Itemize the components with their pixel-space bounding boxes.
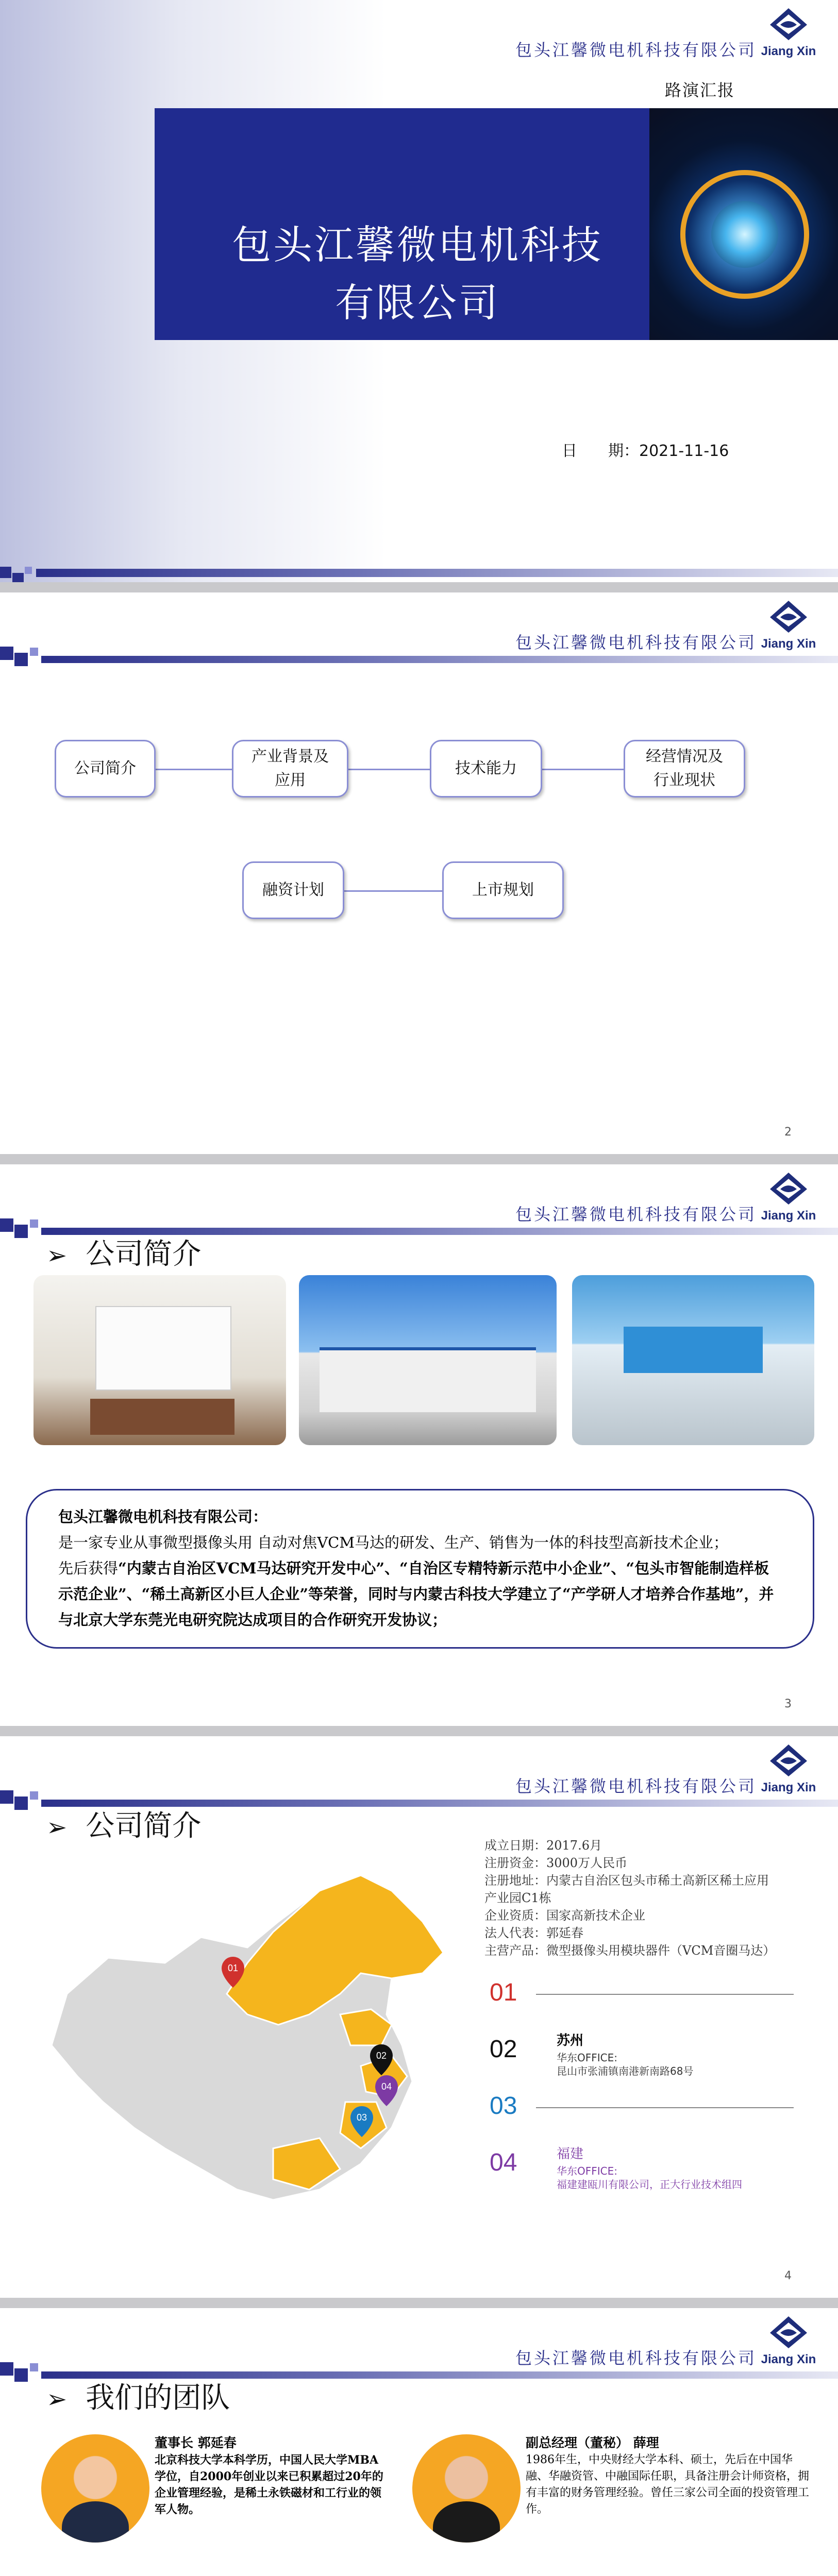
page-number: 3 [784,1698,792,1710]
agenda-connector [347,769,430,770]
member-role: 副总经理（董秘） 薛理 [526,2435,659,2450]
logo-text: Jiang Xin [761,2352,816,2366]
logo-icon [768,600,809,634]
arrow-icon: ➢ [46,1241,68,1270]
agenda-connector [344,890,442,892]
entry-num-04: 04 [490,2149,517,2176]
slide-intro [0,1164,838,1726]
logo-text: Jiang Xin [761,1781,816,1794]
cover-title-line2: 有限公司 [335,280,500,326]
slide-cover [0,0,838,582]
logo-icon [768,2315,809,2349]
header-company-name: 包头江馨微电机科技有限公司 [515,1776,757,1796]
header-company-name: 包头江馨微电机科技有限公司 [515,2348,757,2368]
date-value: 2021-11-16 [639,442,729,460]
agenda-label: 产业背景及应用 [252,748,329,789]
agenda-connector [155,769,232,770]
member-role: 董事长 郭延春 [155,2435,237,2450]
entry-city-04: 福建 [557,2146,584,2162]
agenda-item-tech[interactable] [430,740,542,798]
agenda-label: 融资计划 [262,881,324,899]
entry-addr2-02: 昆山市张浦镇南港新南路68号 [557,2065,694,2077]
cover-date [562,438,729,461]
header-deco [0,647,838,665]
logo-icon [768,7,809,41]
page-number: 2 [784,1126,792,1139]
company-logo [758,1743,819,1795]
section-title [46,1803,201,1844]
company-info-list [484,1837,775,1959]
company-logo [758,1172,819,1223]
logo-text: Jiang Xin [761,44,816,58]
logo-text: Jiang Xin [761,1209,816,1223]
agenda-label: 公司简介 [74,759,136,777]
header-company-name: 包头江馨微电机科技有限公司 [515,633,757,652]
info-line: 注册资金：3000万人民币 [484,1856,628,1870]
info-line: 注册地址：内蒙古自治区包头市稀土高新区稀土应用产业园C1栋 [484,1873,769,1905]
avatar-vp-secretary [412,2434,521,2543]
entry-city-02: 苏州 [557,2033,584,2048]
page-number: 4 [784,2269,792,2282]
agenda-label: 技术能力 [455,759,517,777]
entry-num-03: 03 [490,2092,517,2120]
agenda-item-intro[interactable] [55,740,156,798]
info-line: 企业资质：国家高新技术企业 [484,1908,645,1923]
info-line: 法人代表：郭延春 [484,1926,583,1940]
intro-para2-prefix: 先后获得 [58,1560,119,1577]
avatar-chairman [41,2434,149,2543]
intro-para2-awards: “内蒙古自治区VCM马达研究开发中心”、“自治区专精特新示范中小企业”、“包头市智能制造样板示范企业”、“稀土高新区小巨人企业”等荣誉，同时与内蒙古科技大学建立了“产学研人才培养合作基地”，并与北京大学东莞光电研究院达成项目的合作研究开发协议； [58,1560,774,1629]
intro-textbox [26,1489,814,1649]
member-desc: 北京科技大学本科学历，中国人民大学MBA学位，自2000年创业以来已积累超过20年的企业管理经验，是稀土永铁磁材和工行业的领军人物。 [155,2453,383,2516]
team-member-card [526,2434,814,2518]
arrow-icon: ➢ [46,2385,68,2414]
member-desc: 1986年生，中央财经大学本科、硕士，先后在中国华融、华融资管、中融国际任职，具备注册会计师资格，拥有丰富的财务管理经验。曾任三家公司全面的投资管理工作。 [526,2453,810,2516]
company-logo [758,600,819,651]
company-logo [758,2315,819,2367]
team-member-card [155,2434,387,2518]
agenda-item-operations[interactable] [624,740,745,798]
agenda-label: 上市规划 [472,881,534,899]
arrow-icon: ➢ [46,1813,68,1842]
agenda-label: 经营情况及行业现状 [646,748,723,789]
section-title [46,2375,230,2416]
section-title [46,1231,201,1273]
header-company-name: 包头江馨微电机科技有限公司 [515,40,757,60]
entry-divider [536,1994,794,1995]
factory-building-photo [299,1275,557,1445]
entry-addr2-04: 福建建瓯川有限公司，正大行业技术组四 [557,2178,742,2191]
svg-text:02: 02 [376,2050,387,2061]
svg-text:03: 03 [356,2112,367,2123]
entry-addr1-02: 华东OFFICE: [557,2052,617,2064]
logo-text: Jiang Xin [761,637,816,651]
cover-title [180,216,655,332]
office-lobby-photo [33,1275,286,1445]
eye-iris [711,201,778,268]
cover-footer-deco [0,567,838,582]
agenda-item-ipo[interactable] [442,861,564,919]
section-title-text: 公司简介 [86,1809,202,1843]
section-title-text: 公司简介 [86,1238,202,1271]
header-company-name: 包头江馨微电机科技有限公司 [515,1205,757,1224]
entry-num-01: 01 [490,1979,517,2006]
entry-addr1-04: 华东OFFICE: [557,2165,617,2177]
logo-icon [768,1172,809,1206]
slide-agenda [0,592,838,1154]
date-label: 日 期： [562,442,639,460]
company-logo [758,7,819,59]
info-line: 主营产品：微型摄像头用模块器件（VCM音圈马达） [484,1943,776,1958]
slide-map [0,1736,838,2298]
agenda-connector [541,769,624,770]
factory-entrance-photo [572,1275,814,1445]
svg-text:01: 01 [227,1963,239,1973]
cover-subtitle: 路演汇报 [665,80,735,100]
cover-title-line1: 包头江馨微电机科技 [232,222,603,268]
logo-icon [768,1743,809,1777]
cover-header [0,0,838,72]
entry-num-02: 02 [490,2036,517,2063]
agenda-item-financing[interactable] [242,861,344,919]
intro-company-name: 包头江馨微电机科技有限公司： [58,1508,268,1526]
intro-para1: 是一家专业从事微型摄像头用 自动对焦VCM马达的研发、生产、销售为一体的科技型高新技术企业； [58,1534,729,1551]
cover-eye-image [649,108,838,340]
entry-divider [536,2107,794,2108]
china-map [31,1860,474,2251]
section-title-text: 我们的团队 [86,2381,230,2415]
svg-text:04: 04 [381,2081,392,2092]
slide-team [0,2308,838,2576]
info-line: 成立日期：2017.6月 [484,1838,602,1853]
agenda-item-background[interactable] [232,740,348,798]
